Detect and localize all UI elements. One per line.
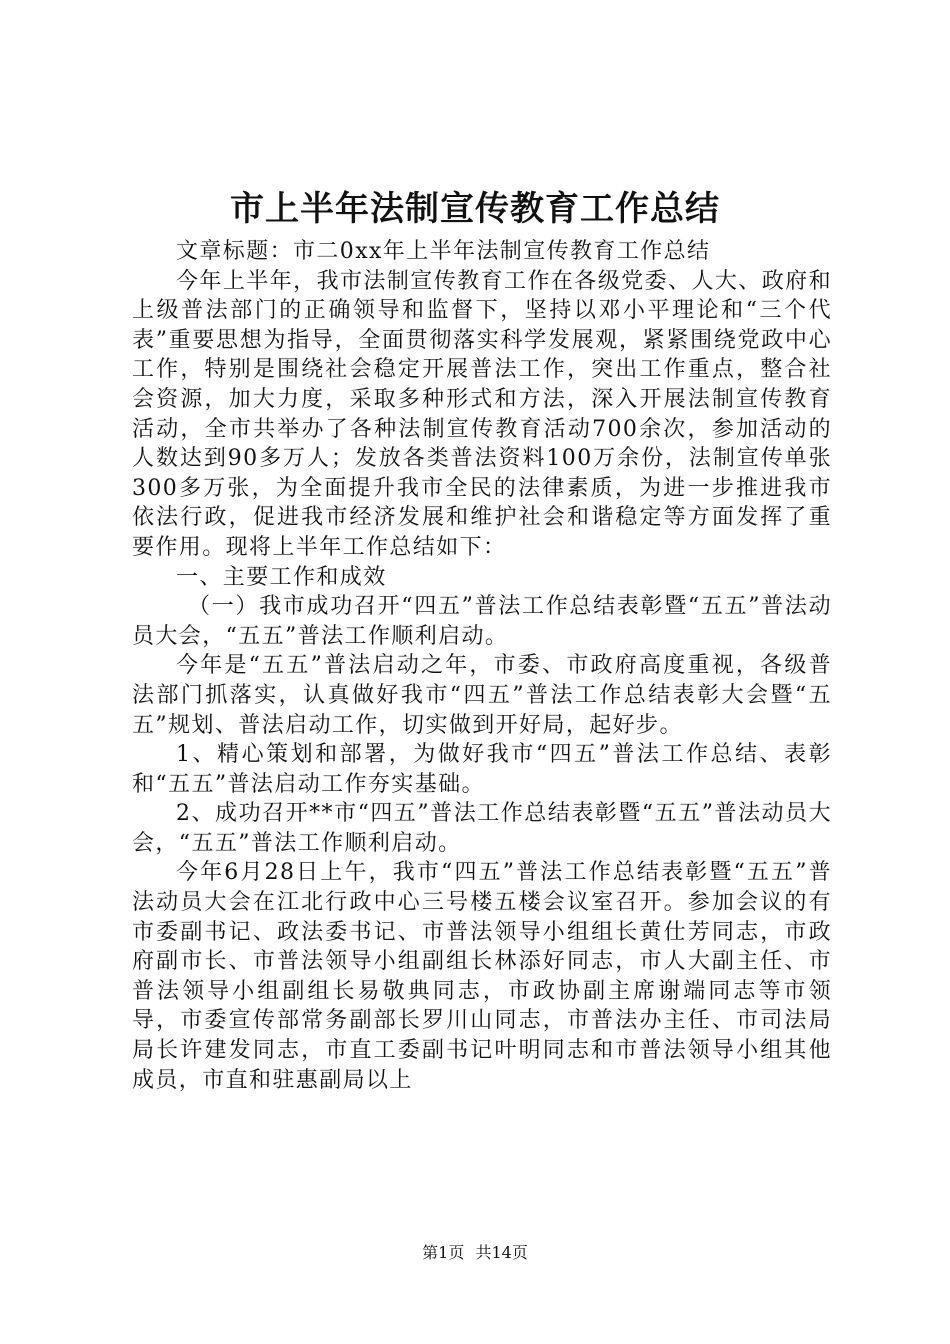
document-body <box>132 237 832 1095</box>
document-title: 市上半年法制宣传教育工作总结 <box>230 189 720 229</box>
list-item-1: 1、精心策划和部署，为做好我市“四五”普法工作总结、表彰和“五五”普法启动工作夯实基础。 <box>132 742 832 797</box>
intro-paragraph: 今年上半年，我市法制宣传教育工作在各级党委、人大、政府和上级普法部门的正确领导和监督下，坚持以邓小平理论和“三个代表”重要思想为指导，全面贯彻落实科学发展观，紧紧围绕党政中心工作，特别是围绕社会稳定开展普法工作，突出工作重点，整合社会资源，加大力度，采取多种形式和方法，深入开展法制宣传教育活动，全市共举办了各种法制宣传教育活动700余次，参加活动的人数达到90多万人；发放各类普法资料100万余份，法制宣传单张300多万张，为全面提升我市全民的法律素质，为进一步推进我市依法行政，促进我市经济发展和维护社会和谐稳定等方面发挥了重要作用。现将上半年工作总结如下： <box>132 268 832 560</box>
article-title-line: 文章标题：市二0xx年上半年法制宣传教育工作总结 <box>176 239 711 264</box>
subsection-heading: （一）我市成功召开“四五”普法工作总结表彰暨“五五”普法动员大会，“五五”普法工作顺利启动。 <box>132 594 832 649</box>
page-footer <box>0 1242 950 1264</box>
page-total: 共14页 <box>475 1243 528 1262</box>
section-heading: 一、主要工作和成效 <box>176 564 387 590</box>
page-number: 第1页 <box>422 1243 465 1262</box>
list-item-2: 2、成功召开**市“四五”普法工作总结表彰暨“五五”普法动员大会，“五五”普法工作顺利启动。 <box>132 801 832 856</box>
body-paragraph-meeting: 今年6月28日上午，我市“四五”普法工作总结表彰暨“五五”普法动员大会在江北行政中心三号楼五楼会议室召开。参加会议的有市委副书记、政法委书记、市普法领导小组组长黄仕芳同志，市政府副市长、市普法领导小组副组长林添好同志，市人大副主任、市普法领导小组副组长易敬典同志，市政协副主席谢端同志等市领导，市委宣传部常务副部长罗川山同志，市普法办主任、市司法局局长许建发同志，市直工委副书记叶明同志和市普法领导小组其他成员，市直和驻惠副局以上 <box>132 860 832 1093</box>
body-paragraph: 今年是“五五”普法启动之年，市委、市政府高度重视，各级普法部门抓落实，认真做好我市“四五”普法工作总结表彰大会暨“五五”规划、普法启动工作，切实做到开好局，起好步。 <box>132 653 832 738</box>
